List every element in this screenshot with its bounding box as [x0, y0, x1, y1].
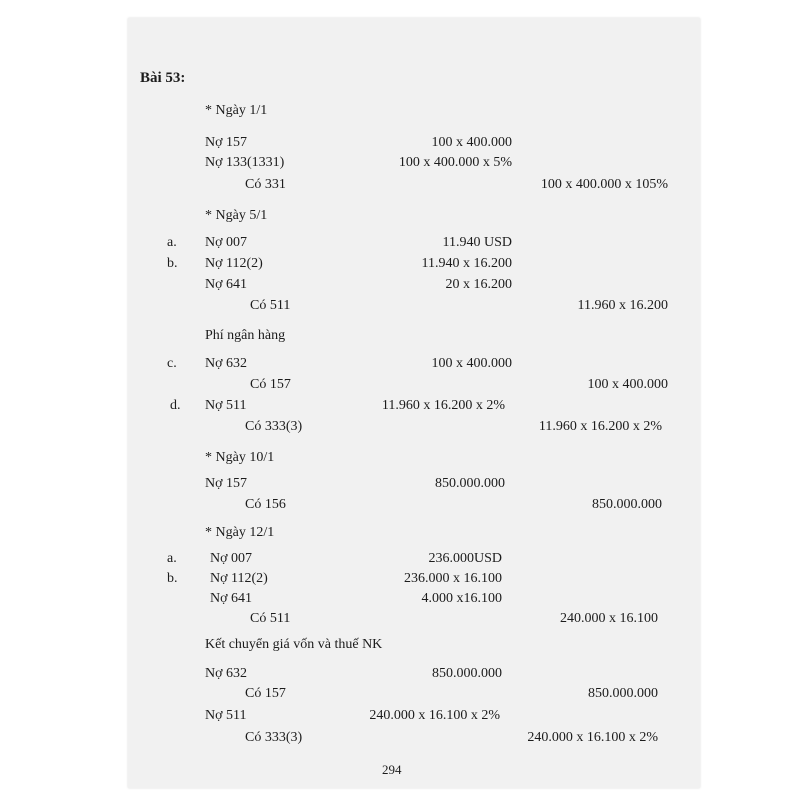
debit-account: Nợ 007 [205, 235, 248, 250]
credit-account: Có 333(3) [245, 730, 303, 745]
credit-account: Có 156 [245, 497, 286, 512]
credit-amount: 11.960 x 16.200 [577, 298, 668, 313]
date-heading: * Ngày 5/1 [205, 208, 268, 223]
debit-amount: 100 x 400.000 [431, 135, 512, 150]
debit-account: Nợ 632 [205, 356, 248, 371]
credit-amount: 240.000 x 16.100 x 2% [527, 730, 658, 745]
item-marker: d. [170, 398, 181, 413]
debit-account: Nợ 133(1331) [205, 155, 285, 170]
debit-account: Nợ 641 [205, 277, 248, 292]
item-marker: a. [167, 235, 177, 250]
credit-amount: 11.960 x 16.200 x 2% [538, 419, 662, 434]
credit-account: Có 157 [250, 377, 291, 392]
debit-account: Nợ 632 [205, 666, 248, 681]
item-marker: b. [167, 256, 178, 271]
item-marker: b. [167, 571, 178, 586]
debit-account: Nợ 112(2) [210, 571, 268, 586]
debit-amount: 11.940 USD [442, 235, 512, 250]
debit-account: Nợ 511 [205, 708, 247, 723]
debit-amount: 236.000 x 16.100 [404, 571, 502, 586]
date-heading: * Ngày 1/1 [205, 103, 268, 118]
debit-amount: 4.000 x16.100 [421, 591, 502, 606]
debit-account: Nợ 511 [205, 398, 247, 413]
debit-amount: 100 x 400.000 x 5% [398, 155, 512, 170]
debit-amount: 850.000.000 [432, 666, 502, 681]
page-number: 294 [382, 762, 402, 777]
debit-account: Nợ 007 [210, 551, 253, 566]
debit-amount: 240.000 x 16.100 x 2% [369, 708, 500, 723]
credit-amount: 100 x 400.000 x 105% [540, 177, 668, 192]
date-heading: * Ngày 12/1 [205, 525, 275, 540]
credit-amount: 850.000.000 [588, 686, 658, 701]
item-marker: a. [167, 551, 177, 566]
credit-account: Có 331 [245, 177, 286, 192]
debit-account: Nợ 157 [205, 135, 248, 150]
debit-account: Nợ 157 [205, 476, 248, 491]
item-marker: c. [167, 356, 177, 371]
credit-amount: 240.000 x 16.100 [560, 611, 658, 626]
credit-account: Có 511 [250, 298, 291, 313]
credit-account: Có 157 [245, 686, 286, 701]
exercise-title: Bài 53: [140, 70, 186, 86]
debit-amount: 236.000USD [428, 551, 502, 566]
debit-amount: 100 x 400.000 [431, 356, 512, 371]
debit-amount: 11.940 x 16.200 [421, 256, 512, 271]
section-heading: Kết chuyển giá vốn và thuế NK [205, 637, 383, 652]
debit-amount: 11.960 x 16.200 x 2% [381, 398, 505, 413]
debit-account: Nợ 641 [210, 591, 253, 606]
debit-account: Nợ 112(2) [205, 256, 263, 271]
credit-amount: 100 x 400.000 [587, 377, 668, 392]
section-heading: Phí ngân hàng [205, 328, 286, 343]
credit-account: Có 333(3) [245, 419, 303, 434]
credit-amount: 850.000.000 [592, 497, 662, 512]
debit-amount: 20 x 16.200 [445, 277, 512, 292]
date-heading: * Ngày 10/1 [205, 450, 275, 465]
debit-amount: 850.000.000 [435, 476, 505, 491]
credit-account: Có 511 [250, 611, 291, 626]
